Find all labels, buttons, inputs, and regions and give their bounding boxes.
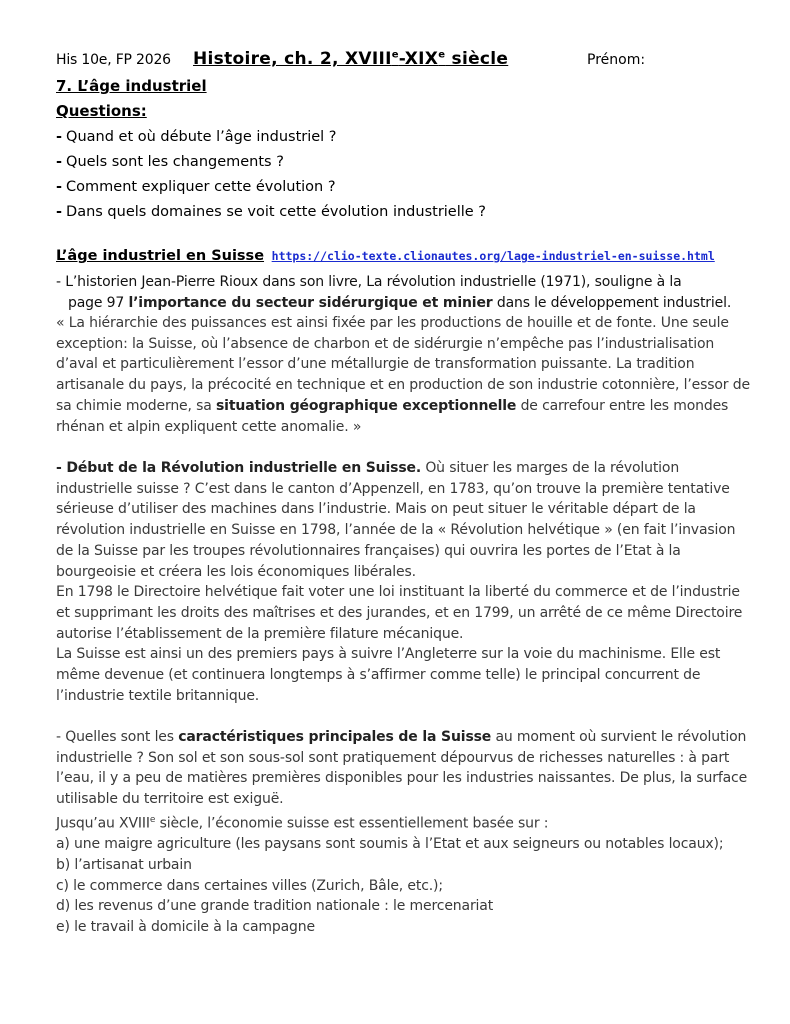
bullet-dash: - xyxy=(56,154,63,170)
title-sup: e xyxy=(438,49,446,61)
section-heading xyxy=(56,248,715,264)
question-text: Comment expliquer cette évolution ? xyxy=(66,179,336,195)
economy-item: d) les revenus d’une grande tradition nationale : le mercenariat xyxy=(56,898,494,915)
text: au moment où survient le révolution industrielle ? Son sol et son sous-sol sont pratiquement dépourvus de richesses naturelles : à part l’eau, il y a peu de matières premières disponibles pour les industries naissantes. De plus, la surface utilisable du territoire est exiguë. xyxy=(56,729,748,808)
intro-line: - L’historien Jean-Pierre Rioux dans son livre, La révolution industrielle (1971), souligne à la xyxy=(56,274,682,290)
questions-list xyxy=(56,128,486,228)
title-part: -XIX xyxy=(398,49,439,69)
emphasis: - Début de la Révolution industrielle en Suisse. xyxy=(56,460,422,476)
quote-paragraph xyxy=(56,313,756,437)
question-text: Quand et où débute l’âge industriel ? xyxy=(66,129,337,145)
economy-item: a) une maigre agriculture (les paysans sont soumis à l’Etat et aux seigneurs ou notables locaux); xyxy=(56,836,724,853)
intro-line xyxy=(56,293,756,314)
header xyxy=(56,49,756,71)
debut-paragraph: En 1798 le Directoire helvétique fait voter une loi instituant la liberté du commerce et de l’industrie et supprimant les droits des maîtrises et des jurandes, et en 1799, un arrêté de ce même Directoire autorise l’établissement de la première filature mécanique. xyxy=(56,584,743,642)
course-label: His 10e, FP 2026 xyxy=(56,52,171,68)
superscript: e xyxy=(149,814,156,825)
text: Jusqu’au XVIII xyxy=(56,815,150,832)
debut-paragraph: La Suisse est ainsi un des premiers pays à suivre l’Angleterre sur la voie du machinisme. Elle est même devenue (et continuera longtemps à s’affirmer comme telle) le principal concurrent de l’industrie textile britannique. xyxy=(56,646,721,704)
emphasis: l’importance du secteur sidérurgique et minier xyxy=(128,294,493,311)
bullet-dash: - xyxy=(56,179,63,195)
characteristics-section xyxy=(56,727,756,938)
text: « La hiérarchie des puissances est ainsi fixée par les productions de houille et de fonte. Une seule exception: la Suisse, où l’absence de charbon et de sidérurgie n’empêche pas l’industrialisation d’aval et particulièrement l’essor d’une métallurgie de transformation puissante. La tradition artisanale du pays, la précocité en technique et en production de son industrie cotonnière, l’essor de sa chimie moderne, sa xyxy=(56,315,750,414)
questions-heading: Questions: xyxy=(56,102,147,120)
emphasis: caractéristiques principales de la Suisse xyxy=(178,729,492,745)
text: - Quelles sont les xyxy=(56,729,179,745)
economy-item: b) l’artisanat urbain xyxy=(56,856,192,873)
debut-paragraph xyxy=(56,458,756,582)
title-part: siècle xyxy=(445,49,509,69)
question-text: Dans quels domaines se voit cette évolution industrielle ? xyxy=(66,204,487,220)
document-title xyxy=(193,49,508,69)
economy-intro xyxy=(56,810,756,834)
economy-item: c) le commerce dans certaines villes (Zurich, Bâle, etc.); xyxy=(56,877,443,894)
text: dans le développement industriel. xyxy=(492,294,732,311)
debut-section xyxy=(56,458,756,706)
text: Où situer les marges de la révolution industrielle suisse ? C’est dans le canton d’Appenzell, en 1783, qu’on trouve la première tentative sérieuse d’utiliser des machines dans l’industrie. Mais on peut situer le véritable départ de la révolution industrielle en Suisse en 1798, l’année de la « Révolution helvétique » (en fait l’invasion de la Suisse par les troupes révolutionnaires françaises) qui ouvrira les portes de l’Etat à la bourgeoisie et créera les lois économiques libérales. xyxy=(56,460,736,580)
question-item xyxy=(56,128,486,153)
economy-item: e) le travail à domicile à la campagne xyxy=(56,918,315,935)
title-part: Histoire, ch. 2, XVIII xyxy=(193,49,392,69)
question-item xyxy=(56,153,486,178)
intro-paragraph xyxy=(56,272,756,313)
bullet-dash: - xyxy=(56,204,63,220)
source-link[interactable]: https://clio-texte.clionautes.org/lage-industriel-en-suisse.html xyxy=(271,249,715,263)
section-title: L’âge industriel en Suisse xyxy=(56,248,265,264)
question-text: Quels sont les changements ? xyxy=(66,154,284,170)
question-item xyxy=(56,203,486,228)
bullet-dash: - xyxy=(56,129,63,145)
characteristics-paragraph xyxy=(56,727,756,810)
prenom-label: Prénom: xyxy=(587,52,646,68)
title-sup: e xyxy=(391,49,399,61)
question-item xyxy=(56,178,486,203)
economy-list xyxy=(56,834,756,938)
text: de carrefour entre les mondes rhénan et alpin expliquent cette anomalie. » xyxy=(56,397,729,435)
text: page 97 xyxy=(68,294,129,311)
text: siècle, l’économie suisse est essentiellement basée sur : xyxy=(155,815,549,832)
emphasis: situation géographique exceptionnelle xyxy=(216,397,517,414)
chapter-heading: 7. L’âge industriel xyxy=(56,77,207,95)
